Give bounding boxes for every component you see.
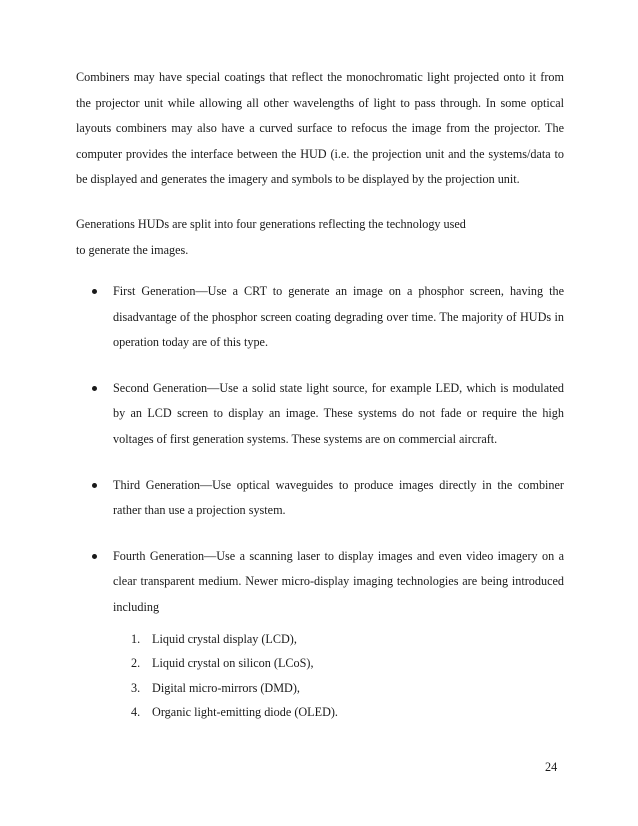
generations-intro-line-2: to generate the images.: [76, 242, 189, 257]
page-number: 24: [545, 760, 558, 774]
technology-number: 2.: [131, 656, 141, 671]
generation-item-text: Second Generation—Use a solid state light source, for example LED, which is modulated by an LCD screen to display an image. These systems do not fade or require the high voltages of first generation systems. These systems are on commercial aircraft.: [113, 380, 564, 446]
technology-item: [131, 700, 564, 725]
technology-text: Liquid crystal display (LCD),: [152, 631, 297, 646]
technology-item: [131, 627, 564, 652]
bullet-icon: [92, 483, 97, 488]
technology-text: Organic light-emitting diode (OLED).: [152, 705, 338, 720]
technology-item: [131, 676, 564, 701]
generation-item-text: First Generation—Use a CRT to generate an image on a phosphor screen, having the disadvantage of the phosphor screen coating degrading over time. The majority of HUDs in operation today are of this type.: [113, 284, 564, 350]
generations-intro-paragraph: [76, 212, 564, 263]
bullet-icon: [92, 554, 97, 559]
bullet-icon: [92, 386, 97, 391]
technology-text: Liquid crystal on silicon (LCoS),: [152, 656, 314, 671]
bullet-icon: [92, 289, 97, 294]
technology-number: 3.: [131, 680, 141, 695]
technology-item: [131, 651, 564, 676]
generations-intro-line-1: Generations HUDs are split into four generations reflecting the technology used: [76, 217, 466, 231]
generation-item-text: Fourth Generation—Use a scanning laser to display images and even video imagery on a clear transparent medium. Newer micro-display imaging technologies are being introduced including: [113, 548, 564, 614]
generations-list: [76, 279, 564, 725]
generation-item-text: Third Generation—Use optical waveguides to produce images directly in the combiner rather than use a projection system.: [113, 477, 564, 518]
technology-number: 4.: [131, 705, 141, 720]
technology-text: Digital micro-mirrors (DMD),: [152, 680, 300, 695]
generation-item-third: [76, 473, 564, 524]
technology-number: 1.: [131, 631, 141, 646]
generation-item-second: [76, 376, 564, 453]
intro-paragraph: Combiners may have special coatings that reflect the monochromatic light projected onto it from the projector unit while allowing all other wavelengths of light to pass through. In some optical layouts combiners may also have a curved surface to refocus the image from the projector. The computer provides the interface between the HUD (i.e. the projection unit and the systems/data to be displayed and generates the imagery and symbols to be displayed by the projection unit.: [76, 70, 564, 187]
technologies-list: [113, 627, 564, 725]
generation-item-first: [76, 279, 564, 356]
generation-item-fourth: [76, 544, 564, 725]
